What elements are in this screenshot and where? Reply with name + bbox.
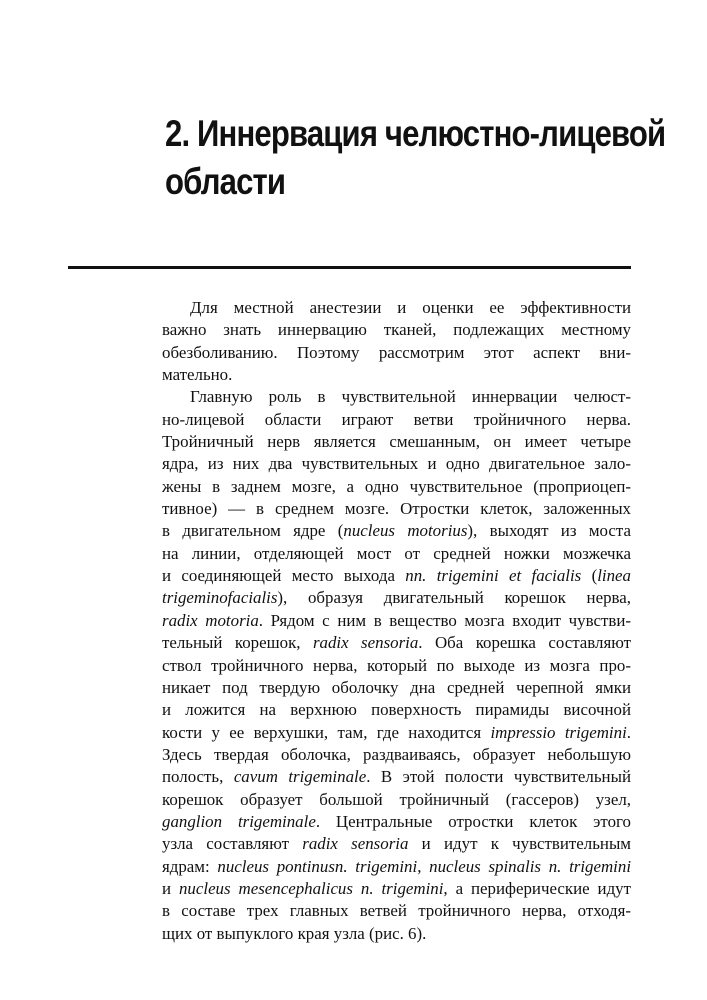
text-run: кости у ее верхушки, там, где находится	[162, 722, 491, 742]
text-run: и соединяющей место выхода	[162, 566, 406, 586]
text-run: .	[626, 722, 632, 742]
text-line: ядра, из них два чувствительных и одно двигательное зало-	[162, 454, 631, 474]
text-line	[162, 610, 631, 632]
text-line: Для местной анестезии и оценки ее эффективности	[190, 298, 631, 317]
latin-term: radix sensoria	[302, 834, 409, 854]
text-line	[162, 632, 631, 654]
text-line	[162, 856, 631, 878]
text-run: ,	[417, 856, 430, 876]
latin-term: nucleus pontinusn. trigemini	[217, 856, 418, 876]
chapter-title	[165, 110, 666, 206]
text-run: . Оба корешка составляют	[418, 633, 632, 653]
text-run: и	[162, 878, 179, 898]
text-line: важно знать иннервацию тканей, подлежащих местному	[162, 320, 631, 340]
text-line: корешок образует большой тройничный (гассеров) узел,	[162, 789, 631, 809]
text-line	[162, 520, 631, 542]
latin-term: cavum trigeminale	[233, 767, 367, 787]
text-line	[162, 878, 631, 900]
paragraph-2	[162, 386, 631, 945]
text-line: щих от выпуклого края узла (рис. 6).	[162, 923, 427, 943]
text-line: ствол тройничного нерва, который по выходе из мозга про-	[162, 655, 631, 675]
latin-term: nucleus mesencephalicus n. trigemini	[178, 878, 444, 898]
latin-term: nn. trigemini et facialis	[405, 566, 582, 586]
text-line: в составе трех главных ветвей тройничного нерва, отходя-	[162, 901, 631, 921]
text-line: и ложится на верхнюю поверхность пирамиды височной	[162, 700, 631, 720]
text-run: тельный корешок,	[162, 633, 313, 653]
latin-term: radix sensoria	[312, 633, 419, 653]
text-line: жены в заднем мозге, а одно чувствительное (проприоцеп-	[162, 476, 631, 496]
text-line	[162, 811, 631, 833]
latin-term: radix motoria	[162, 610, 259, 630]
text-line: Здесь твердая оболочка, раздваиваясь, образует небольшую	[162, 744, 631, 764]
latin-term: nucleus motorius	[343, 521, 468, 541]
chapter-title-line-1: 2. Иннервация челюстно-лицевой	[165, 113, 666, 154]
text-line: на линии, отделяющей мост от средней ножки мозжечка	[162, 543, 631, 563]
text-run: полость,	[162, 767, 234, 787]
text-run: . Рядом с ним в вещество мозга входит чувстви-	[258, 610, 631, 630]
text-line: Главную роль в чувствительной иннервации челюст-	[190, 387, 631, 407]
latin-term: ganglion trigeminale	[162, 811, 316, 831]
latin-term: nucleus spinalis n. trigemini	[429, 856, 632, 876]
text-line: никает под твердую оболочку дна средней черепной ямки	[162, 677, 631, 697]
text-line	[162, 565, 631, 587]
text-line: обезболиванию. Поэтому рассмотрим этот аспект вни-	[162, 342, 631, 362]
text-line: но-лицевой области играют ветви тройничного нерва.	[162, 409, 631, 429]
text-run: (	[581, 566, 598, 586]
chapter-divider	[68, 266, 631, 269]
text-run: узла составляют	[162, 834, 303, 854]
text-line	[162, 766, 631, 788]
text-line: тивное) — в среднем мозге. Отростки клеток, заложенных	[162, 499, 631, 519]
text-line	[162, 833, 631, 855]
latin-term: trigeminofacialis	[162, 588, 278, 608]
text-run: . Центральные отростки клеток этого	[315, 811, 631, 831]
text-run: и идут к чувствительным	[408, 834, 631, 854]
text-run: ), образуя двигательный корешок нерва,	[277, 588, 631, 608]
text-line: мательно.	[162, 365, 233, 385]
text-run: ядрам:	[162, 856, 218, 876]
body-text	[162, 297, 631, 945]
paragraph-1	[162, 297, 631, 386]
text-run: , а периферические идут	[443, 878, 631, 898]
text-line: Тройничный нерв является смешанным, он имеет четыре	[162, 432, 631, 452]
chapter-title-line-2: области	[165, 161, 286, 202]
text-line	[162, 587, 631, 609]
text-run: . В этой полости чувствительный	[366, 767, 631, 787]
latin-term: linea	[597, 566, 631, 586]
text-run: в двигательном ядре (	[162, 521, 344, 541]
text-run: ), выходят из моста	[467, 521, 631, 541]
latin-term: impressio trigemini	[490, 722, 627, 742]
text-line	[162, 722, 631, 744]
